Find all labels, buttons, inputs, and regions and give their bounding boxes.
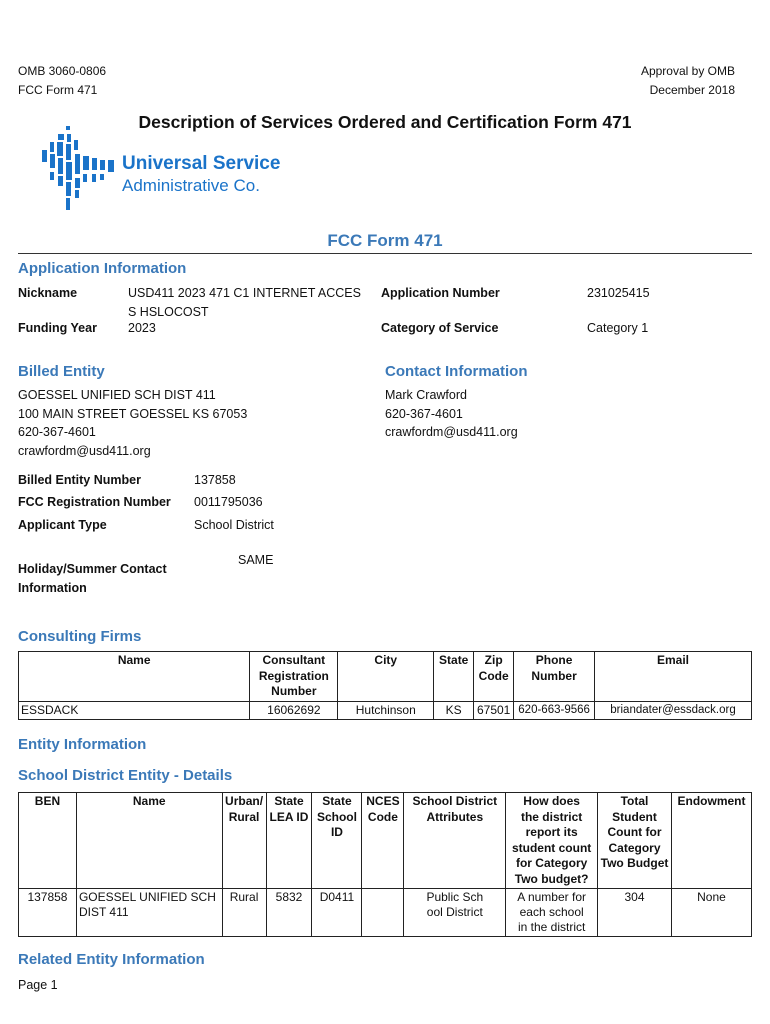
billed-entity-block (18, 386, 247, 460)
app-number-value: 231025415 (587, 286, 650, 300)
fcc-reg-value: 0011795036 (194, 495, 263, 509)
col-zip (474, 652, 514, 702)
col-how-line3: report its (525, 825, 578, 839)
col-lea-line1: State (274, 794, 304, 808)
contact-name: Mark Crawford (385, 388, 467, 402)
entity-attributes-line1: Public Sch (426, 890, 484, 904)
application-info-title: Application Information (18, 260, 187, 277)
col-phone-line1: Phone (535, 653, 573, 667)
col-crn-line2: Registration (258, 668, 329, 683)
consultant-phone: 620-663-9566 (514, 701, 595, 719)
omb-header-left (18, 62, 106, 100)
col-student-count-method (506, 793, 598, 889)
funding-year-value: 2023 (128, 321, 156, 335)
entity-count-method-line2: each school (519, 905, 584, 919)
col-how-line6: Two budget? (514, 871, 589, 886)
approval-date: December 2018 (649, 83, 735, 97)
entity-name-line2: DIST 411 (78, 905, 129, 919)
col-state-school-id (312, 793, 362, 889)
entity-name (76, 889, 222, 937)
col-attr-line1: School District (412, 794, 498, 808)
entity-urban-rural: Rural (222, 889, 266, 937)
col-phone (514, 652, 595, 702)
col-consultant-reg (250, 652, 338, 702)
page-number: Page 1 (18, 978, 58, 992)
entity-name-line1: GOESSEL UNIFIED SCH (78, 890, 216, 904)
form-heading: FCC Form 471 (327, 231, 443, 250)
heading-divider (18, 253, 752, 254)
billed-entity-address: 100 MAIN STREET GOESSEL KS 67053 (18, 406, 248, 421)
nickname-value (128, 284, 361, 321)
col-state: State (434, 652, 474, 702)
entity-info-title: Entity Information (18, 736, 147, 753)
col-crn-line1: Consultant (262, 653, 326, 667)
school-district-table (18, 792, 752, 937)
applicant-type-value: School District (194, 518, 274, 532)
col-how-line1: How does (523, 794, 580, 808)
consultant-zip: 67501 (474, 701, 514, 719)
form-label: FCC Form 471 (18, 83, 98, 97)
consultant-state: KS (434, 701, 474, 719)
col-state-lea-id (266, 793, 312, 889)
consultant-name: ESSDACK (19, 701, 250, 719)
col-nces-line2: Code (367, 809, 398, 824)
holiday-label-line1: Holiday/Summer Contact (18, 562, 167, 576)
col-school-line3: ID (330, 825, 343, 839)
entity-nces-code (362, 889, 404, 937)
col-how-line5: for Category (515, 856, 588, 870)
col-zip-line2: Code (478, 668, 509, 683)
billed-entity-phone: 620-367-4601 (18, 425, 96, 439)
consultant-reg-number: 16062692 (250, 701, 338, 719)
holiday-label-line2: Information (18, 580, 87, 595)
approval-text: Approval by OMB (640, 64, 735, 78)
entity-ben: 137858 (19, 889, 77, 937)
usac-logo-icon (40, 126, 120, 214)
col-entity-name: Name (76, 793, 222, 889)
col-urban-line2: Rural (228, 809, 260, 824)
document-title: Description of Services Ordered and Certification Form 471 (138, 112, 632, 132)
col-ben: BEN (19, 793, 77, 889)
col-total-line4: Category (608, 840, 661, 855)
entity-lea-id: 5832 (266, 889, 312, 937)
holiday-label (18, 560, 167, 597)
entity-count-method-line1: A number for (517, 890, 586, 904)
omb-header-right (641, 62, 735, 100)
billed-entity-email: crawfordm@usd411.org (18, 443, 151, 458)
col-total-line2: Student (612, 809, 657, 824)
nickname-label: Nickname (18, 286, 78, 300)
col-nces-line1: NCES (366, 794, 400, 808)
entity-endowment: None (671, 889, 751, 937)
nickname-line1: USD411 2023 471 C1 INTERNET ACCES (128, 286, 361, 300)
entity-header-row (19, 793, 752, 889)
contact-phone: 620-367-4601 (385, 406, 463, 421)
ben-label: Billed Entity Number (18, 473, 141, 487)
col-email: Email (595, 652, 752, 702)
category-label: Category of Service (381, 321, 499, 335)
usac-logo (40, 126, 290, 214)
col-how-line2: the district (520, 809, 583, 824)
consulting-header-row (19, 652, 752, 702)
col-city: City (338, 652, 434, 702)
funding-year-label: Funding Year (18, 321, 97, 335)
consultant-city: Hutchinson (338, 701, 434, 719)
billed-entity-title: Billed Entity (18, 363, 105, 380)
consultant-email: briandater@essdack.org (595, 701, 752, 719)
school-district-details-title: School District Entity - Details (18, 767, 233, 784)
col-total-student-count (598, 793, 672, 889)
usac-logo-line2: Administrative Co. (122, 176, 260, 195)
col-district-attributes (404, 793, 506, 889)
col-name: Name (19, 652, 250, 702)
entity-school-id: D0411 (312, 889, 362, 937)
col-phone-line2: Number (531, 668, 577, 683)
billed-entity-name: GOESSEL UNIFIED SCH DIST 411 (18, 388, 216, 402)
entity-attributes (404, 889, 506, 937)
entity-attributes-line2: ool District (426, 905, 483, 919)
col-urban-rural (222, 793, 266, 889)
entity-count-method (506, 889, 598, 937)
col-lea-line2: LEA ID (269, 809, 309, 824)
fcc-reg-label: FCC Registration Number (18, 495, 171, 509)
usac-logo-line1: Universal Service (122, 153, 281, 174)
col-total-line1: Total (620, 794, 649, 808)
col-endowment: Endowment (671, 793, 751, 889)
consulting-firms-title: Consulting Firms (18, 628, 142, 645)
holiday-value: SAME (238, 553, 274, 567)
col-nces-code (362, 793, 404, 889)
col-total-line3: Count for (607, 825, 662, 839)
col-school-line2: School (316, 809, 357, 824)
contact-info-title: Contact Information (385, 363, 528, 380)
col-school-line1: State (322, 794, 352, 808)
omb-number: OMB 3060-0806 (18, 64, 107, 78)
contact-email: crawfordm@usd411.org (385, 425, 518, 439)
col-crn-line3: Number (271, 684, 317, 698)
entity-count-method-line3: in the district (517, 920, 586, 934)
ben-value: 137858 (194, 473, 236, 487)
col-zip-line1: Zip (484, 653, 503, 667)
related-entity-title: Related Entity Information (18, 951, 205, 968)
app-number-label: Application Number (381, 286, 500, 300)
applicant-type-label: Applicant Type (18, 518, 107, 532)
col-how-line4: student count (511, 840, 592, 855)
table-row (19, 701, 752, 719)
consulting-firms-table (18, 651, 752, 720)
category-value: Category 1 (587, 321, 649, 335)
col-total-line5: Two Budget (600, 856, 669, 870)
col-attr-line2: Attributes (426, 809, 484, 824)
nickname-line2: S HSLOCOST (128, 304, 209, 319)
table-row (19, 889, 752, 937)
contact-block (385, 386, 518, 442)
col-urban-line1: Urban/ (225, 794, 264, 808)
entity-total-count: 304 (598, 889, 672, 937)
